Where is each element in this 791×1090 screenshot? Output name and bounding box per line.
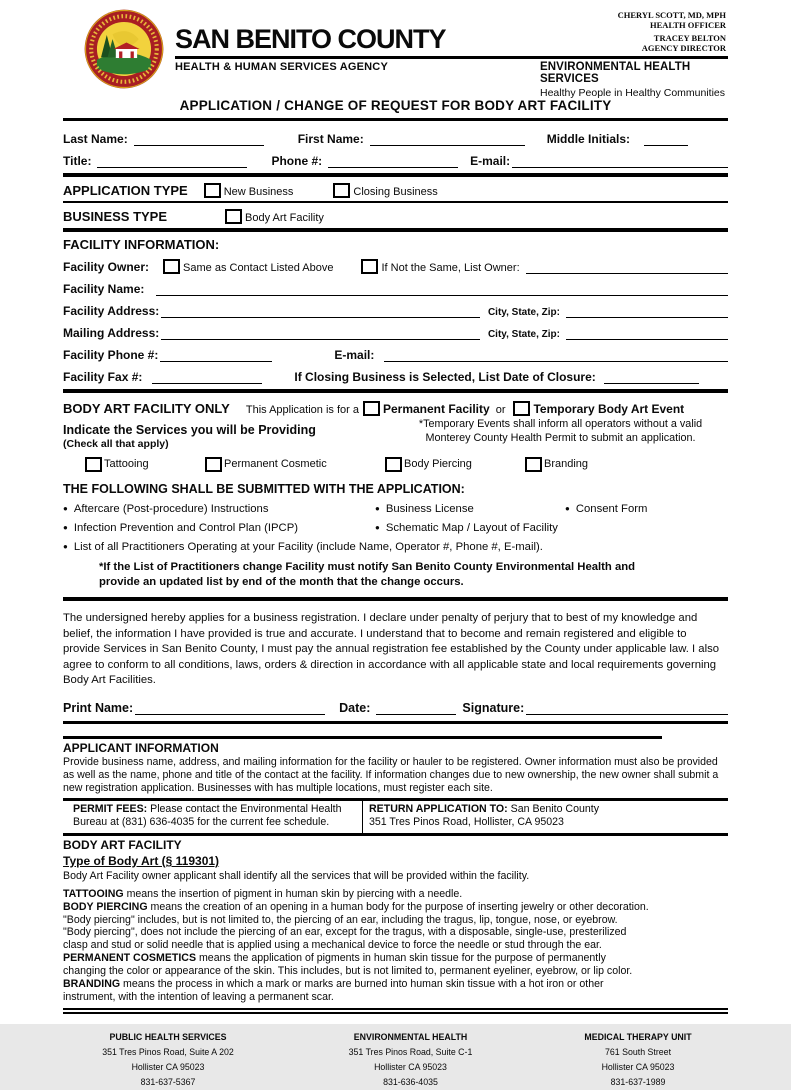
facility-fax-field[interactable]: [152, 369, 262, 384]
temporary-note-block: [393, 417, 728, 450]
closing-rule: [63, 721, 728, 724]
official-title: HEALTH OFFICER: [650, 20, 726, 30]
body-art-only-row: [63, 393, 728, 416]
applicant-rule: [63, 736, 662, 739]
facility-phone-label: Facility Phone #:: [63, 348, 159, 362]
checkbox-owner-same[interactable]: [163, 259, 180, 274]
closure-label: If Closing Business is Selected, List Date of Closure:: [294, 370, 596, 384]
permit-fees-label: PERMIT FEES:: [73, 802, 148, 815]
closure-date-field[interactable]: [604, 369, 699, 384]
definition-text: clasp and stud or solid needle that is applied using a mechanical device to force the needle or stud through the ear.: [63, 939, 602, 952]
definition-tattooing: [63, 888, 728, 901]
definition-permanent-cosmetics: [63, 952, 728, 978]
services-note-block: [63, 417, 728, 450]
business-type-label: BUSINESS TYPE: [63, 209, 168, 224]
last-name-field[interactable]: [134, 131, 264, 146]
title-field[interactable]: [97, 153, 247, 168]
print-name-label: Print Name:: [63, 700, 134, 715]
business-type-row: [63, 203, 728, 224]
return-label: RETURN APPLICATION TO:: [369, 802, 508, 815]
permanent-facility-label: Permanent Facility: [382, 402, 490, 416]
facility-phone-field[interactable]: [160, 347, 272, 362]
footer-line: 351 Tres Pinos Road, Suite C-1: [348, 1046, 473, 1057]
submit-item: [565, 503, 647, 515]
footer-line: 831-637-5367: [140, 1076, 196, 1087]
mailing-address-label: Mailing Address:: [63, 326, 160, 340]
owner-same-label: Same as Contact Listed Above: [183, 262, 334, 274]
services-heading-block: [63, 417, 393, 450]
definition-term: BODY PIERCING: [63, 900, 148, 913]
closing-business-label: Closing Business: [353, 186, 438, 198]
return-application-cell: [363, 801, 728, 833]
services-subheading: (Check all that apply): [63, 438, 169, 450]
section-rule: [63, 597, 728, 601]
contact-name-row: [63, 124, 728, 146]
body-art-only-heading: BODY ART FACILITY ONLY: [63, 401, 230, 416]
email-field[interactable]: [512, 153, 728, 168]
footer-line: 831-637-1989: [610, 1076, 666, 1087]
facility-fax-row: [63, 362, 728, 384]
middle-initials-label: Middle Initials:: [546, 132, 631, 146]
definitions-intro: Body Art Facility owner applicant shall identify all the services that will be provided within the facility.: [63, 869, 530, 882]
bullet-icon: ●: [565, 504, 570, 513]
definition-text: changing the color or appearance of the skin. This includes, but is not limited to, permanent eyeliner, eyebrow, or lip color.: [63, 965, 633, 978]
services-checkbox-row: [63, 454, 728, 474]
signature-row: [63, 693, 728, 715]
permit-fees-text: Please contact the Environmental Health Bureau at (831) 636-4035 for the current fee schedule.: [73, 802, 342, 829]
checkbox-new-business[interactable]: [204, 183, 221, 198]
facility-address-row: [63, 296, 728, 318]
submit-row-3: [63, 541, 728, 553]
division-block: [540, 61, 728, 99]
facility-name-field[interactable]: [156, 281, 728, 296]
facility-email-field[interactable]: [384, 347, 728, 362]
bullet-icon: ●: [375, 504, 380, 513]
footer-line: 831-636-4035: [383, 1076, 438, 1087]
submit-item-label: Aftercare (Post-procedure) Instructions: [73, 503, 269, 515]
submit-item-label: Business License: [385, 503, 474, 515]
title-label: Title:: [63, 154, 92, 168]
facility-info-heading: FACILITY INFORMATION:: [63, 237, 220, 252]
checkbox-body-piercing[interactable]: [385, 457, 402, 472]
footer-line: Hollister CA 95023: [131, 1061, 205, 1072]
signature-field[interactable]: [526, 700, 728, 715]
definitions-heading: BODY ART FACILITY: [63, 837, 182, 852]
definition-term: BRANDING: [63, 978, 121, 991]
submit-item-label: Infection Prevention and Control Plan (IPCP): [73, 522, 299, 534]
or-label: or: [495, 404, 506, 416]
last-name-label: Last Name:: [63, 132, 128, 146]
footer-column-name: MEDICAL THERAPY UNIT: [584, 1031, 692, 1042]
footer-environmental-health: [296, 1030, 526, 1090]
fees-table: [63, 798, 728, 836]
service-tattooing: [85, 457, 205, 472]
facility-address-field[interactable]: [161, 303, 480, 318]
definition-body-piercing: [63, 901, 728, 953]
phone-label: Phone #:: [271, 154, 323, 168]
official-name: TRACEY BELTON: [653, 33, 726, 43]
return-line1: San Benito County: [510, 802, 599, 815]
mailing-address-row: [63, 318, 728, 340]
services-heading: Indicate the Services you will be Providing: [63, 423, 316, 437]
facility-csz-label: City, State, Zip:: [487, 307, 560, 318]
facility-csz-field[interactable]: [566, 303, 728, 318]
page-footer: [63, 1030, 728, 1090]
footer-line: 761 South Street: [604, 1046, 672, 1057]
first-name-label: First Name:: [297, 132, 364, 146]
applicant-info-heading: APPLICANT INFORMATION: [63, 740, 219, 755]
checkbox-closing-business[interactable]: [333, 183, 350, 198]
service-branding: [525, 457, 588, 472]
definition-text: means the insertion of pigment in human skin by piercing with a needle.: [126, 887, 463, 900]
definition-text: means the process in which a mark or marks are burned into human skin tissue with a hot iron or other: [123, 978, 604, 991]
agency-name: HEALTH & HUMAN SERVICES AGENCY: [175, 61, 388, 73]
definition-branding: [63, 978, 728, 1004]
officials-block: [618, 10, 726, 56]
phone-field[interactable]: [328, 153, 458, 168]
official-title: AGENCY DIRECTOR: [641, 43, 726, 53]
bullet-icon: ●: [63, 523, 68, 532]
checkbox-tattooing[interactable]: [85, 457, 102, 472]
division-name: ENVIRONMENTAL HEALTH SERVICES: [540, 61, 691, 85]
definition-text: "Body piercing" includes, but is not limited to, the piercing of an ear, including the tragus, lip, tongue, nose, or eyebrow.: [63, 913, 618, 926]
definitions-subheading: Type of Body Art (§ 119301): [63, 853, 220, 868]
footer-column-name: PUBLIC HEALTH SERVICES: [109, 1031, 227, 1042]
facility-owner-label: Facility Owner:: [63, 260, 150, 274]
footer-line: Hollister CA 95023: [601, 1061, 675, 1072]
submit-item-label: Schematic Map / Layout of Facility: [385, 522, 558, 534]
submit-item-label: List of all Practitioners Operating at your Facility (include Name, Operator #, Phone #, E-mail).: [73, 541, 543, 553]
submit-row-2: [63, 522, 728, 534]
date-field[interactable]: [376, 700, 456, 715]
checkbox-branding[interactable]: [525, 457, 542, 472]
facility-fax-label: Facility Fax #:: [63, 370, 143, 384]
application-type-row: [63, 177, 728, 198]
header-divider: [175, 56, 728, 59]
temporary-note-line1: *Temporary Events shall inform all operators without a valid: [418, 418, 703, 430]
body-art-facility-label: Body Art Facility: [245, 212, 324, 224]
definition-text: means the creation of an opening in a human body for the purpose of inserting jewelry or other decoration.: [150, 900, 649, 913]
county-name: SAN BENITO COUNTY: [175, 24, 446, 54]
title-rule: [63, 118, 728, 121]
return-line2: 351 Tres Pinos Road, Hollister, CA 95023: [369, 816, 564, 829]
footer-line: Hollister CA 95023: [374, 1061, 447, 1072]
submit-item: [375, 503, 565, 515]
facility-address-label: Facility Address:: [63, 304, 160, 318]
tattooing-label: Tattooing: [104, 458, 149, 470]
definition-text: instrument, with the intention of leaving a permanent scar.: [63, 990, 334, 1003]
date-label: Date:: [339, 700, 371, 715]
definition-text: "Body piercing", does not include the piercing of an ear, except for the tragus, with a disposable, single-use, presterilized: [63, 926, 627, 939]
contact-detail-row: [63, 146, 728, 168]
official-name: CHERYL SCOTT, MD, MPH: [617, 10, 726, 20]
facility-name-label: Facility Name:: [63, 282, 145, 296]
submit-item: [63, 503, 375, 515]
body-piercing-label: Body Piercing: [404, 458, 472, 470]
section-rule: [63, 228, 728, 232]
definitions-end-rule: [63, 1008, 728, 1014]
definition-term: PERMANENT COSMETICS: [63, 952, 197, 965]
first-name-field[interactable]: [370, 131, 525, 146]
county-seal-icon: [83, 8, 165, 90]
bullet-icon: ●: [63, 542, 68, 551]
footer-medical-therapy: [548, 1030, 728, 1090]
checkbox-temporary-event[interactable]: [513, 401, 530, 416]
practitioners-note-line2: provide an updated list by end of the month that the change occurs.: [99, 576, 464, 588]
bullet-icon: ●: [375, 523, 380, 532]
application-for-label: This Application is for a: [245, 404, 359, 416]
checkbox-permanent-facility[interactable]: [363, 401, 380, 416]
submit-item: [63, 541, 543, 553]
owner-name-field[interactable]: [526, 259, 728, 274]
page-header: [63, 8, 728, 99]
facility-owner-row: [63, 252, 728, 274]
facility-name-row: [63, 274, 728, 296]
checkbox-permanent-cosmetic[interactable]: [205, 457, 222, 472]
checkbox-body-art-facility[interactable]: [225, 209, 242, 224]
submit-item-label: Consent Form: [575, 503, 648, 515]
mailing-address-field[interactable]: [161, 325, 480, 340]
permit-fees-cell: [63, 801, 363, 833]
submit-item: [63, 522, 375, 534]
practitioners-note: [63, 560, 728, 590]
application-type-label: APPLICATION TYPE: [63, 183, 188, 198]
email-label: E-mail:: [470, 154, 511, 168]
declaration-paragraph: The undersigned hereby applies for a business registration. I declare under penalty of perjury that to best of my knowledge and belief, the information I have provided is true and accurate. I understand that to become and remain registered and eligible to provide Services in San Benito County, I must pay the annual registration fee established by the County under applicable law. I also agree to conform to all conditions, laws, orders & direction in accordance with all applicable state and local requirements governing Body Art Facilities.: [63, 612, 720, 686]
facility-phone-row: [63, 340, 728, 362]
practitioners-note-line1: *If the List of Practitioners change Facility must notify San Benito County Environmental Health and: [99, 561, 636, 573]
division-tagline: Healthy People in Healthy Communities: [540, 87, 726, 99]
definition-term: TATTOOING: [63, 887, 124, 900]
temporary-note-line2: Monterey County Health Permit to submit an application.: [425, 432, 696, 444]
signature-label: Signature:: [462, 700, 525, 715]
form-title: APPLICATION / CHANGE OF REQUEST FOR BODY ART FACILITY: [179, 98, 612, 113]
footer-line: 351 Tres Pinos Road, Suite A 202: [102, 1046, 234, 1057]
middle-initials-field[interactable]: [644, 131, 688, 146]
permanent-cosmetic-label: Permanent Cosmetic: [224, 458, 327, 470]
new-business-label: New Business: [223, 186, 294, 198]
submit-with-heading: THE FOLLOWING SHALL BE SUBMITTED WITH THE APPLICATION:: [63, 482, 465, 496]
bullet-icon: ●: [63, 504, 68, 513]
checkbox-owner-not-same[interactable]: [361, 259, 378, 274]
mailing-csz-field[interactable]: [566, 325, 728, 340]
footer-column-name: ENVIRONMENTAL HEALTH: [353, 1031, 468, 1042]
print-name-field[interactable]: [135, 700, 325, 715]
applicant-info-body: Provide business name, address, and mailing information for the facility or hauler to be registered. Owner information must also be provided as well as the name, phone and title of the contact at the facility. If information changes due to new ownership, the new owner shall submit a new registration application. Businesses with has multiple locations, must register each site.: [63, 755, 719, 795]
mailing-csz-label: City, State, Zip:: [487, 329, 560, 340]
submit-row-1: [63, 503, 728, 515]
service-permanent-cosmetic: [205, 457, 385, 472]
temporary-event-label: Temporary Body Art Event: [533, 402, 685, 416]
owner-not-same-label: If Not the Same, List Owner:: [381, 262, 520, 274]
footer-public-health: [63, 1030, 273, 1090]
service-body-piercing: [385, 457, 525, 472]
definition-text: means the application of pigments in human skin tissue for the purpose of permanently: [198, 952, 606, 965]
facility-email-label: E-mail:: [334, 348, 375, 362]
branding-label: Branding: [544, 458, 589, 470]
submit-item: [375, 522, 558, 534]
